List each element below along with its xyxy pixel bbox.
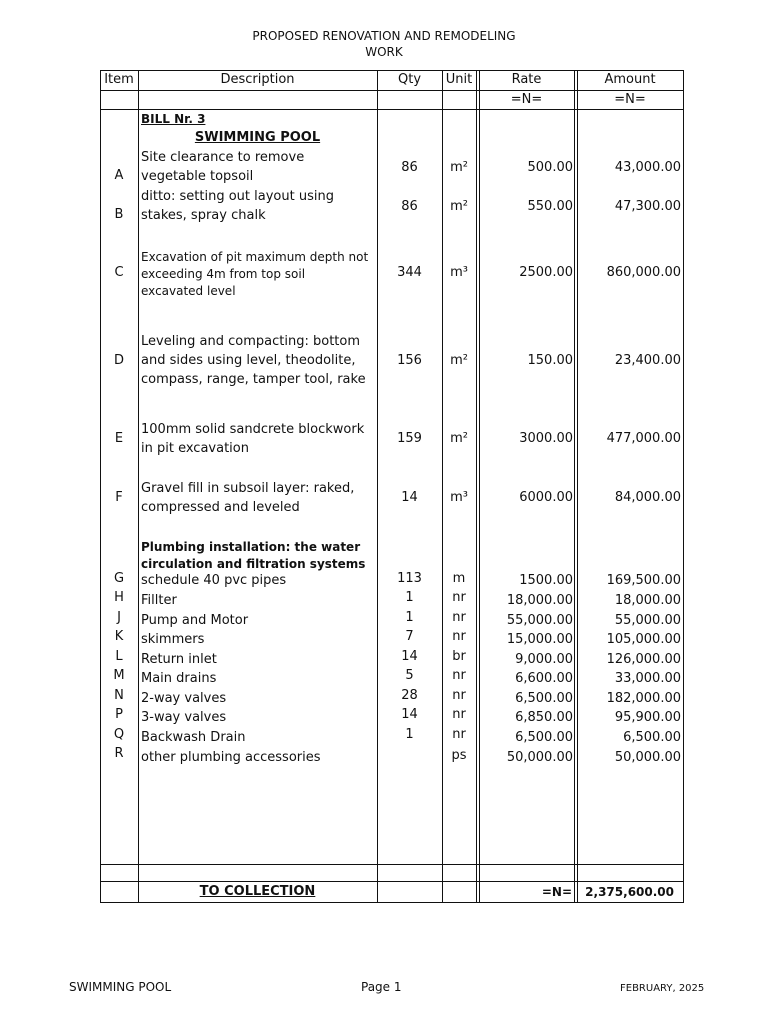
item-amount: 55,000.00 [614,613,681,628]
item-unit: m² [450,353,468,368]
item-amount: 105,000.00 [606,632,681,647]
item-qty: 86 [401,160,418,175]
item-amount: 18,000.00 [614,593,681,608]
total-divider [100,864,683,865]
item-description: in pit excavation [141,441,249,456]
item-rate: 1500.00 [519,573,573,588]
item-description: Fillter [141,593,177,608]
item-code: G [113,571,125,586]
item-description: ditto: setting out layout using [141,189,334,204]
item-unit: br [452,649,466,664]
table-border-left [100,70,101,903]
item-qty: 159 [397,431,422,446]
plumbing-heading: Plumbing installation: the water [141,540,361,554]
item-amount: 84,000.00 [614,490,681,505]
item-description: Excavation of pit maximum depth not [141,250,369,264]
item-rate: 18,000.00 [506,593,573,608]
item-rate: 6,850.00 [515,710,573,725]
item-amount: 23,400.00 [614,353,681,368]
header-item: Item [104,72,134,87]
table-border-top [100,70,683,71]
item-unit: m³ [450,265,468,280]
item-amount: 126,000.00 [606,652,681,667]
item-description: 3-way valves [141,710,227,725]
item-amount: 33,000.00 [614,671,681,686]
item-qty: 113 [397,571,422,586]
plumbing-heading: circulation and filtration systems [141,557,366,571]
item-unit: nr [452,610,466,625]
item-description: excavated level [141,284,236,298]
rate-currency: =N= [510,92,543,107]
item-amount: 43,000.00 [614,160,681,175]
column-divider [577,70,578,903]
footer-page-number: Page 1 [361,980,402,994]
item-description: other plumbing accessories [141,750,321,765]
item-unit: m² [450,431,468,446]
table-border-bottom [100,902,683,903]
item-unit: nr [452,707,466,722]
item-code: F [115,490,123,505]
item-code: A [114,168,124,183]
column-divider [377,70,378,903]
header-divider [100,109,683,110]
header-description: Description [220,72,295,87]
item-code: P [115,707,123,722]
item-description: Site clearance to remove [141,150,305,165]
item-description: skimmers [141,632,205,647]
item-rate: 9,000.00 [515,652,573,667]
item-unit: m³ [450,490,468,505]
header-unit: Unit [445,72,473,87]
header-amount: Amount [604,72,656,87]
item-unit: nr [452,668,466,683]
item-rate: 6,600.00 [515,671,573,686]
item-rate: 6000.00 [519,490,573,505]
item-qty: 344 [397,265,422,280]
item-qty: 5 [405,668,414,683]
item-description: Backwash Drain [141,730,246,745]
item-description: compressed and leveled [141,500,300,515]
item-rate: 550.00 [527,199,573,214]
bill-name: SWIMMING POOL [194,130,321,145]
header-rate: Rate [511,72,542,87]
item-amount: 477,000.00 [606,431,681,446]
item-rate: 55,000.00 [506,613,573,628]
item-amount: 47,300.00 [614,199,681,214]
item-description: 2-way valves [141,691,227,706]
item-rate: 6,500.00 [515,691,573,706]
item-code: H [114,590,124,605]
item-description: Return inlet [141,652,217,667]
item-rate: 2500.00 [519,265,573,280]
item-code: D [113,353,124,368]
item-description: Main drains [141,671,217,686]
item-unit: ps [451,748,467,763]
item-description: exceeding 4m from top soil [141,267,306,281]
item-qty: 1 [405,590,414,605]
column-divider [479,70,480,903]
item-unit: nr [452,727,466,742]
item-code: J [117,610,121,625]
item-rate: 50,000.00 [506,750,573,765]
column-divider [574,70,575,903]
item-amount: 169,500.00 [606,573,681,588]
item-qty: 28 [401,688,418,703]
total-divider [100,881,683,882]
item-amount: 182,000.00 [606,691,681,706]
item-unit: m² [450,199,468,214]
total-currency: =N= [541,885,572,899]
item-description: schedule 40 pvc pipes [141,573,287,588]
item-qty: 86 [401,199,418,214]
item-rate: 15,000.00 [506,632,573,647]
header-qty: Qty [397,72,422,87]
item-rate: 150.00 [527,353,573,368]
item-rate: 6,500.00 [515,730,573,745]
item-description: Leveling and compacting: bottom [141,334,361,349]
item-amount: 95,900.00 [614,710,681,725]
column-divider [476,70,477,903]
item-code: K [114,629,124,644]
item-qty: 7 [405,629,414,644]
column-divider [442,70,443,903]
column-divider [138,70,139,903]
item-description: Gravel fill in subsoil layer: raked, [141,481,355,496]
item-code: Q [113,727,125,742]
item-code: B [114,207,124,222]
item-description: 100mm solid sandcrete blockwork [141,422,365,437]
item-description: vegetable topsoil [141,169,254,184]
item-code: M [113,668,125,683]
item-unit: m [452,571,466,586]
item-unit: nr [452,590,466,605]
header-divider [100,90,683,91]
bill-number: BILL Nr. 3 [141,112,206,126]
item-qty: 1 [405,727,414,742]
item-qty: 14 [401,490,418,505]
item-code: R [114,746,124,761]
footer-section: SWIMMING POOL [69,980,172,994]
item-description: and sides using level, theodolite, [141,353,356,368]
item-rate: 3000.00 [519,431,573,446]
item-description: stakes, spray chalk [141,208,266,223]
footer-date: FEBRUARY, 2025 [620,983,705,994]
item-code: E [114,431,124,446]
total-amount: 2,375,600.00 [585,885,674,899]
table-border-right [683,70,684,903]
page-title-line1: PROPOSED RENOVATION AND REMODELING [252,29,516,43]
item-qty: 14 [401,707,418,722]
item-code: L [115,649,123,664]
item-qty: 156 [397,353,422,368]
page-title-line2: WORK [365,45,403,59]
item-code: C [114,265,124,280]
item-description: compass, range, tamper tool, rake [141,372,366,387]
item-qty: 14 [401,649,418,664]
item-unit: m² [450,160,468,175]
amount-currency: =N= [614,92,646,107]
item-amount: 50,000.00 [614,750,681,765]
item-amount: 6,500.00 [623,730,681,745]
item-description: Pump and Motor [141,613,249,628]
item-amount: 860,000.00 [606,265,681,280]
total-label: TO COLLECTION [199,884,316,899]
item-unit: nr [452,629,466,644]
item-qty: 1 [405,610,414,625]
item-rate: 500.00 [527,160,573,175]
item-code: N [114,688,124,703]
item-unit: nr [452,688,466,703]
